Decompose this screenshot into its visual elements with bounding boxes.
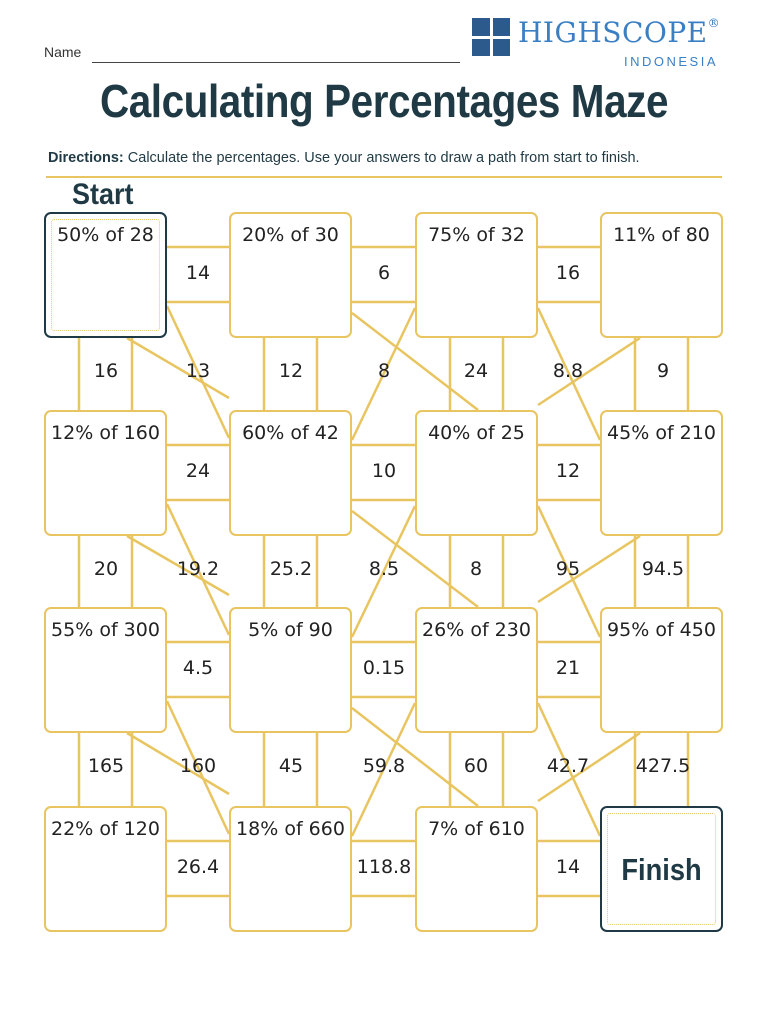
answer-label: 20 (93, 558, 119, 580)
answer-label: 26.4 (176, 856, 220, 878)
directions-label: Directions: (48, 150, 124, 166)
answer-label: 16 (93, 360, 119, 382)
maze-cell[interactable] (229, 607, 352, 733)
start-cell[interactable] (44, 212, 167, 338)
start-label: Start (72, 178, 134, 211)
logo-wordmark: HIGHSCOPE (518, 16, 708, 49)
finish-cell[interactable] (600, 806, 723, 932)
cell-problem: 95% of 450 (607, 619, 716, 641)
answer-label: 0.15 (362, 657, 406, 679)
page-title: Calculating Percentages Maze (99, 75, 669, 127)
finish-label: Finish (621, 852, 702, 887)
maze-cell[interactable] (44, 410, 167, 536)
answer-label: 12 (555, 460, 581, 482)
answer-label: 16 (555, 262, 581, 284)
answer-label: 6 (377, 262, 391, 284)
cell-problem: 11% of 80 (613, 224, 710, 246)
answer-label: 12 (278, 360, 304, 382)
maze-cell[interactable] (229, 410, 352, 536)
cell-problem: 45% of 210 (607, 422, 716, 444)
cell-problem: 5% of 90 (248, 619, 333, 641)
maze-cell[interactable] (415, 806, 538, 932)
cell-problem: 7% of 610 (428, 818, 525, 840)
answer-label: 14 (555, 856, 581, 878)
answer-label: 42.7 (546, 755, 590, 777)
maze-cell[interactable] (600, 212, 723, 338)
answer-label: 8.8 (552, 360, 584, 382)
answer-label: 25.2 (269, 558, 313, 580)
maze-cell[interactable] (415, 212, 538, 338)
maze-cell[interactable] (415, 410, 538, 536)
maze-cell[interactable] (600, 607, 723, 733)
answer-label: 160 (179, 755, 217, 777)
directions-text: Calculate the percentages. Use your answers to draw a path from start to finish. (123, 150, 640, 166)
maze-cell[interactable] (44, 607, 167, 733)
cell-problem: 20% of 30 (242, 224, 339, 246)
cell-problem: 60% of 42 (242, 422, 339, 444)
answer-label: 8.5 (368, 558, 400, 580)
answer-label: 24 (185, 460, 211, 482)
answer-label: 9 (656, 360, 670, 382)
answer-label: 24 (463, 360, 489, 382)
answer-label: 19.2 (176, 558, 220, 580)
cell-problem: 26% of 230 (422, 619, 531, 641)
answer-label: 4.5 (182, 657, 214, 679)
cell-problem: 22% of 120 (51, 818, 160, 840)
cell-problem: 12% of 160 (51, 422, 160, 444)
answer-label: 59.8 (362, 755, 406, 777)
maze-cell[interactable] (229, 806, 352, 932)
cell-problem: 50% of 28 (57, 224, 154, 246)
answer-label: 427.5 (635, 755, 691, 777)
answer-label: 95 (555, 558, 581, 580)
answer-label: 45 (278, 755, 304, 777)
answer-label: 8 (377, 360, 391, 382)
answer-label: 94.5 (641, 558, 685, 580)
answer-label: 60 (463, 755, 489, 777)
cell-problem: 75% of 32 (428, 224, 525, 246)
maze-cell[interactable] (415, 607, 538, 733)
cell-problem: 18% of 660 (236, 818, 345, 840)
answer-label: 10 (371, 460, 397, 482)
cell-problem: 40% of 25 (428, 422, 525, 444)
answer-label: 118.8 (356, 856, 412, 878)
logo-subtitle: INDONESIA (624, 54, 719, 69)
logo-registered: ® (707, 16, 721, 30)
maze-cell[interactable] (229, 212, 352, 338)
answer-label: 8 (469, 558, 483, 580)
answer-label: 165 (87, 755, 125, 777)
maze-cell[interactable] (600, 410, 723, 536)
answer-label: 21 (555, 657, 581, 679)
answer-label: 13 (185, 360, 211, 382)
cell-problem: 55% of 300 (51, 619, 160, 641)
name-label: Name (44, 44, 82, 60)
answer-label: 14 (185, 262, 211, 284)
maze-cell[interactable] (44, 806, 167, 932)
